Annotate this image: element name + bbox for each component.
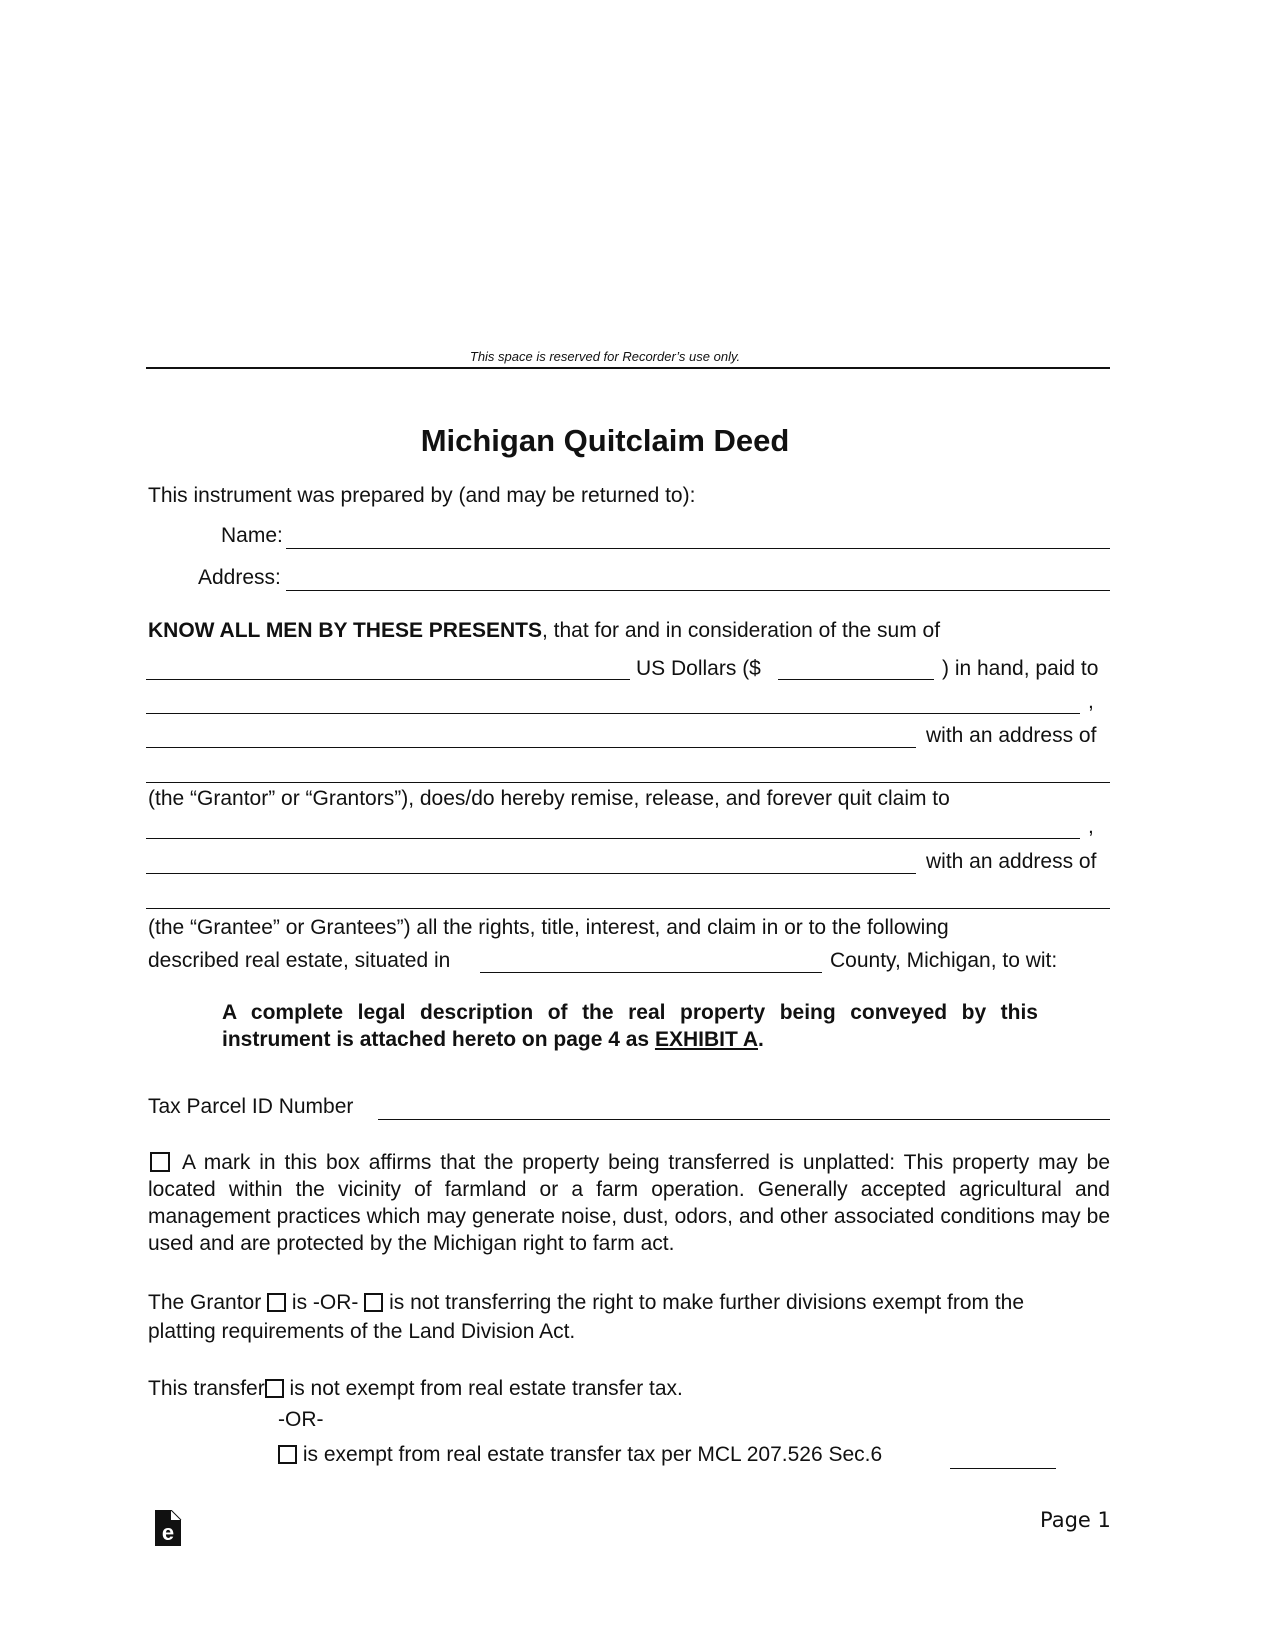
legal-description-period: . [758,1028,764,1051]
consideration-amount-words-field[interactable] [146,654,630,680]
grantee-name-comma: , [1088,815,1094,838]
address-field[interactable] [286,566,1110,591]
grantor-clause: (the “Grantor” or “Grantors”), does/do hereby remise, release, and forever quit claim to [148,787,950,810]
grantor-address-field[interactable] [146,757,1110,783]
logo-letter: e [161,1520,175,1545]
grantor-is-transferring-checkbox[interactable] [267,1293,286,1312]
unplatted-paragraph: A mark in this box affirms that the property being transferred is unplatted: This property may be located within the vicinity of farmland or a farm operation. Generally accepted agricultural and management practices which may generate noise, dust, odors, and other associated conditions may be used and are protected by the Michigan right to farm act. [148,1151,1110,1255]
address-label: Address: [198,566,281,589]
page-title: Michigan Quitclaim Deed [420,423,790,458]
is-or-text: is -OR- [291,1291,359,1314]
grantor-with-address-label: with an address of [926,724,1097,747]
grantor-name-field-2[interactable] [146,722,916,748]
recorder-divider [146,367,1110,369]
exempt-line [278,1443,882,1467]
legal-description-line-2 [222,1028,764,1052]
exempt-text: is exempt from real estate transfer tax per MCL 207.526 Sec.6 [302,1443,883,1466]
name-field[interactable] [286,524,1110,549]
transfer-prefix: This transfer [148,1377,265,1400]
in-hand-label: ) in hand, paid to [942,657,1099,680]
not-transferring-text: is not transferring the right to make further divisions exempt from the [389,1291,1025,1314]
described-prefix: described real estate, situated in [148,949,451,972]
not-exempt-text: is not exempt from real estate transfer tax. [289,1377,683,1400]
transfer-tax-line [148,1377,683,1401]
know-all-text [148,619,940,643]
prepared-by-text: This instrument was prepared by (and may be returned to): [148,484,696,507]
county-suffix: County, Michigan, to wit: [830,949,1058,972]
legal-description-line-1: A complete legal description of the real property being conveyed by this [222,1001,1038,1024]
tax-parcel-field[interactable] [378,1093,1110,1120]
grantee-with-address-label: with an address of [926,850,1097,873]
or-text: -OR- [278,1408,324,1431]
name-label: Name: [221,524,283,547]
grantee-address-field[interactable] [146,883,1110,909]
grantee-name-field[interactable] [146,813,1080,839]
exempt-section-field[interactable] [950,1443,1056,1469]
page-number: Page 1 [1040,1508,1111,1532]
know-all-rest: , that for and in consideration of the sum of [542,619,941,642]
platting-requirements-text: platting requirements of the Land Division Act. [148,1320,576,1343]
grantor-name-comma: , [1088,690,1094,713]
know-all-bold: KNOW ALL MEN BY THESE PRESENTS [148,619,542,642]
exempt-checkbox[interactable] [278,1445,297,1464]
not-exempt-checkbox[interactable] [265,1379,284,1398]
tax-parcel-label: Tax Parcel ID Number [148,1095,354,1118]
brand-logo [153,1510,183,1546]
us-dollars-label: US Dollars ($ [636,657,761,680]
grantor-not-transferring-checkbox[interactable] [364,1293,383,1312]
exhibit-a-link: EXHIBIT A [654,1028,759,1051]
grantee-name-field-2[interactable] [146,848,916,874]
grantor-prefix: The Grantor [148,1291,262,1314]
grantee-clause: (the “Grantee” or Grantees”) all the rights, title, interest, and claim in or to the following [148,916,949,939]
legal-description-prefix: instrument is attached hereto on page 4 as [222,1028,650,1051]
county-field[interactable] [480,946,822,973]
grantor-divisions-line [148,1291,1024,1315]
recorder-note: This space is reserved for Recorder’s use only. [469,349,741,364]
grantor-name-field[interactable] [146,688,1080,714]
consideration-amount-number-field[interactable] [778,654,934,680]
